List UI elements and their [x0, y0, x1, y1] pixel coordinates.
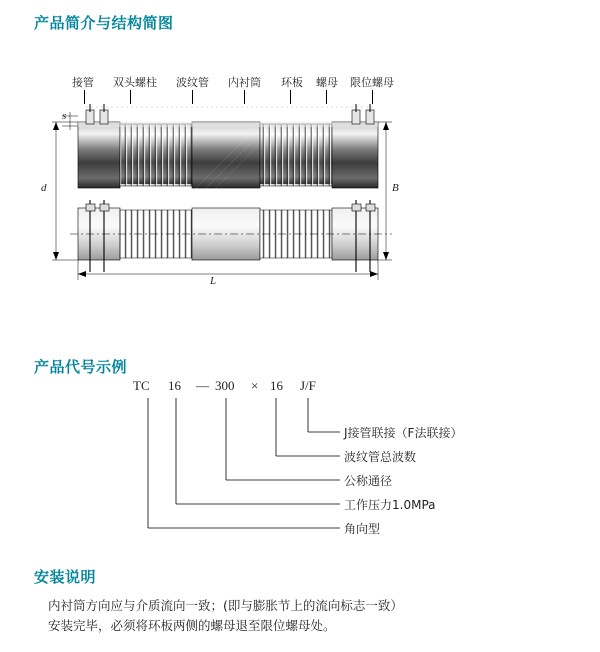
code-leader-lines [0, 378, 600, 548]
dimension-label-d: d [41, 182, 47, 194]
dimension-label-B: B [392, 182, 399, 194]
part-label-limit-nut: 限位螺母 [350, 76, 394, 89]
structure-diagram [0, 60, 600, 290]
code-desc-waves: 波纹管总波数 [344, 450, 417, 464]
code-token-type: TC [133, 378, 150, 393]
dimension-label-L: L [210, 275, 217, 287]
section-title-intro: 产品简介与结构简图 [34, 15, 174, 32]
part-label-ring-plate: 环板 [281, 76, 303, 89]
code-token-dash: — [196, 378, 209, 393]
section-title-code: 产品代号示例 [34, 359, 128, 376]
install-note-1: 内衬筒方向应与介质流向一致；(即与膨胀节上的流向标志一致） [48, 598, 403, 613]
section-title-install: 安装说明 [34, 569, 97, 586]
code-desc-diameter: 公称通径 [344, 474, 393, 488]
part-label-bellows: 波纹管 [176, 76, 209, 89]
code-token-pressure: 16 [168, 378, 181, 393]
code-token-waves: 16 [270, 378, 283, 393]
part-label-stud-bolt: 双头螺柱 [113, 76, 157, 89]
dimension-label-s: s [62, 110, 67, 122]
install-note-2: 安装完毕，必须将环板两侧的螺母退至限位螺母处。 [48, 618, 336, 633]
code-token-connection: J/F [300, 378, 316, 393]
part-label-nozzle: 接管 [72, 76, 94, 89]
code-desc-pressure: 工作压力1.0MPa [344, 498, 436, 512]
part-label-liner: 内衬筒 [228, 76, 261, 89]
code-desc-type: 角向型 [344, 522, 381, 536]
product-code-example [0, 378, 600, 548]
expansion-joint-drawing [0, 60, 600, 290]
code-token-diameter: 300 [215, 378, 235, 393]
code-token-times: × [251, 378, 259, 393]
installation-notes [48, 596, 568, 636]
part-label-nut: 螺母 [316, 76, 338, 89]
code-desc-connection: J接管联接（F法联接） [344, 426, 463, 440]
